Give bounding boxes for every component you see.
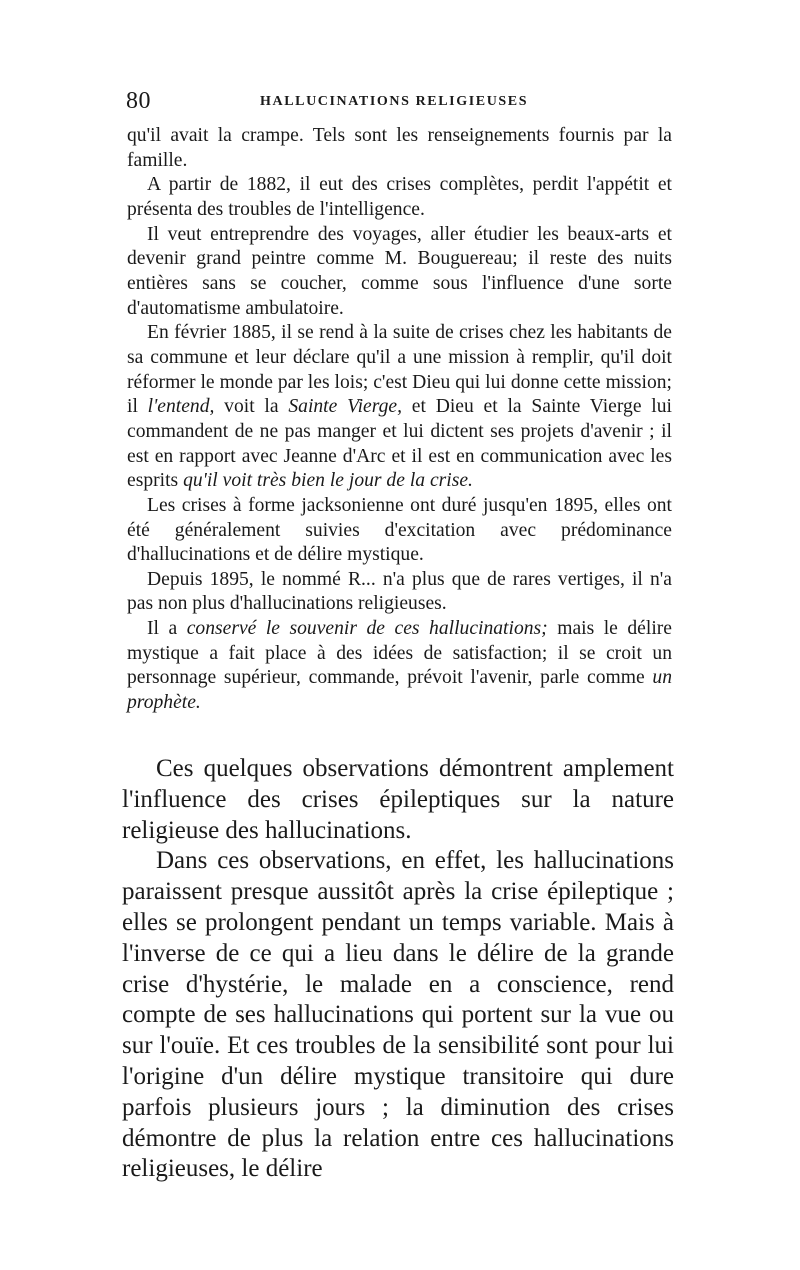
case-report-text <box>127 124 672 716</box>
paragraph: Il veut entreprendre des voyages, aller étudier les beaux-arts et devenir grand peintre comme M. Bouguereau; il reste des nuits entières sans se coucher, comme sous l'influence d'une sorte d'automatisme ambulatoire. <box>127 223 672 319</box>
italic-text: Sainte Vierge, <box>288 396 403 418</box>
paragraph: qu'il avait la crampe. Tels sont les renseignements fournis par la famille. <box>127 125 672 171</box>
discussion-text <box>122 754 674 1185</box>
paragraph: Depuis 1895, le nommé R... n'a plus que de rares vertiges, il n'a pas non plus d'hallucinations religieuses. <box>127 568 672 615</box>
page-number: 80 <box>126 88 151 114</box>
paragraph: Dans ces observations, en effet, les hallucinations paraissent presque aussitôt après la crise épileptique ; elles se prolongent pendant un temps variable. Mais à l'inverse de ce qui a lieu dans le délire de la grande crise d'hystérie, le malade en a conscience, rend compte de ses hallucinations qui portent sur la vue ou sur l'ouïe. Et ces troubles de la sensibilité sont pour lui l'origine d'un délire mystique transitoire qui dure parfois plusieurs jours ; la diminution des crises démontre de plus la relation entre ces hallucinations religieuses, le délire <box>122 847 674 1183</box>
paragraph <box>127 617 672 716</box>
page-header <box>122 88 682 118</box>
paragraph <box>127 321 672 494</box>
italic-text: conservé le souvenir de ces hallucinations; <box>186 618 548 640</box>
text-run: Il a <box>147 618 187 640</box>
text-run: mais le délire mystique a fait place à des idées de satisfaction; il se croit un personnage supérieur, commande, prévoit l'avenir, parle comme <box>127 618 672 689</box>
italic-text: qu'il voit très bien le jour de la crise. <box>183 470 473 492</box>
paragraph: A partir de 1882, il eut des crises complètes, perdit l'appétit et présenta des troubles de l'intelligence. <box>127 174 672 220</box>
text-run: voit la <box>214 396 289 418</box>
running-title: HALLUCINATIONS RELIGIEUSES <box>260 94 529 109</box>
paragraph: Les crises à forme jacksonienne ont duré jusqu'en 1895, elles ont été généralement suivies d'excitation avec prédominance d'hallucinations et de délire mystique. <box>127 494 672 566</box>
italic-text: un prophète. <box>127 667 672 714</box>
text-run: En février 1885, il se rend à la suite de crises chez les habitants de sa commune et leur déclare qu'il a une mission à remplir, qu'il doit réformer le monde par les lois; c'est Dieu qui lui donne cette mission; il <box>127 322 672 418</box>
italic-text: l'entend, <box>147 396 215 418</box>
text-run: et Dieu et la Sainte Vierge lui commandent de ne pas manger et lui dictent ses projets d'avenir ; il est en rapport avec Jeanne d'Arc et il est en communication avec les esprits <box>127 396 672 492</box>
paragraph: Ces quelques observations démontrent amplement l'influence des crises épileptiques sur la nature religieuse des hallucinations. <box>122 755 674 844</box>
